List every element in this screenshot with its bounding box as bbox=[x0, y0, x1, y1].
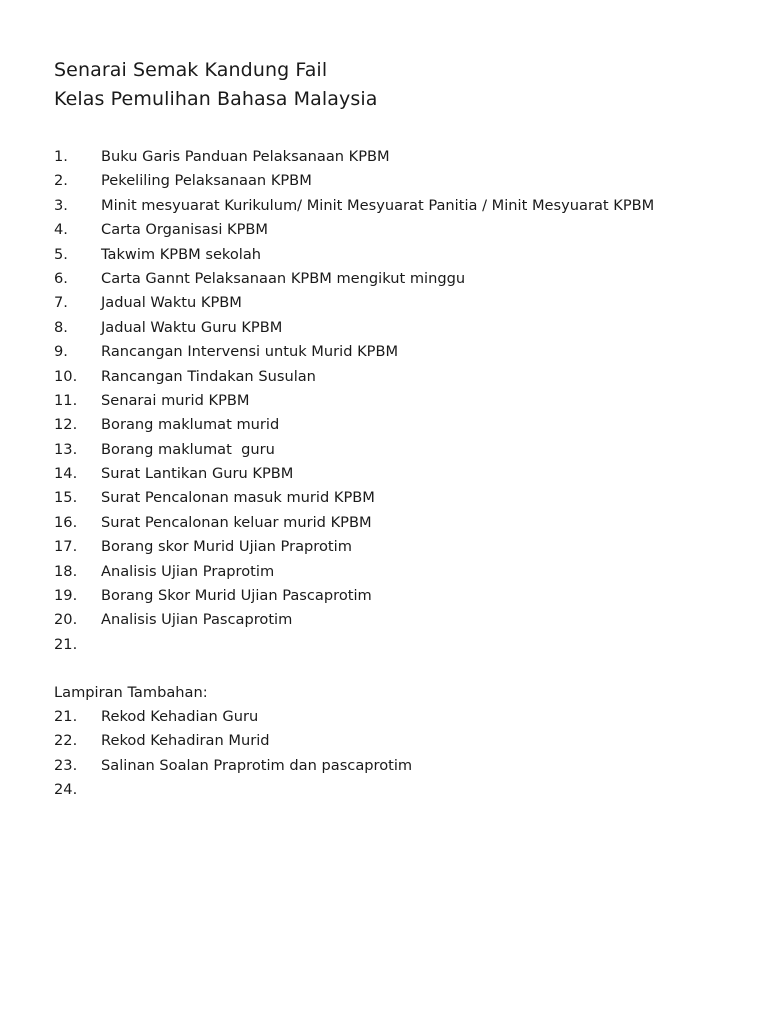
list-item bbox=[54, 535, 654, 559]
list-item bbox=[54, 316, 654, 340]
list-item bbox=[54, 608, 654, 632]
item-text: Surat Pencalonan masuk murid KPBM bbox=[101, 489, 375, 507]
list-item bbox=[54, 169, 654, 193]
item-number: 5. bbox=[54, 245, 68, 263]
item-text: Borang skor Murid Ujian Praprotim bbox=[101, 538, 352, 556]
list-item bbox=[54, 705, 412, 729]
list-item bbox=[54, 218, 654, 242]
item-text: Analisis Ujian Pascaprotim bbox=[101, 611, 293, 629]
appendix-heading: Lampiran Tambahan: bbox=[54, 684, 208, 701]
list-item bbox=[54, 365, 654, 389]
item-text: Carta Organisasi KPBM bbox=[101, 221, 268, 239]
list-item bbox=[54, 413, 654, 437]
list-item bbox=[54, 340, 654, 364]
item-number: 4. bbox=[54, 221, 68, 239]
list-item bbox=[54, 778, 412, 802]
document-subtitle: Kelas Pemulihan Bahasa Malaysia bbox=[54, 88, 378, 110]
item-number: 21. bbox=[54, 635, 78, 653]
item-text: Borang maklumat murid bbox=[101, 416, 280, 434]
item-number: 11. bbox=[54, 391, 78, 409]
item-text: Pekeliling Pelaksanaan KPBM bbox=[101, 172, 312, 190]
item-number: 17. bbox=[54, 538, 78, 556]
list-item bbox=[54, 462, 654, 486]
item-text: Rancangan Intervensi untuk Murid KPBM bbox=[101, 343, 399, 361]
checklist bbox=[54, 145, 654, 657]
item-text: Borang Skor Murid Ujian Pascaprotim bbox=[101, 587, 372, 605]
item-text: Borang maklumat guru bbox=[101, 440, 275, 458]
item-text: Jadual Waktu Guru KPBM bbox=[101, 318, 283, 336]
item-text: Jadual Waktu KPBM bbox=[101, 294, 242, 312]
item-text: Surat Lantikan Guru KPBM bbox=[101, 465, 294, 483]
item-number: 24. bbox=[54, 781, 78, 799]
list-item bbox=[54, 243, 654, 267]
item-text: Takwim KPBM sekolah bbox=[101, 245, 262, 263]
item-number: 1. bbox=[54, 148, 68, 165]
appendix-list bbox=[54, 705, 412, 803]
item-number: 20. bbox=[54, 611, 78, 629]
item-text: Carta Gannt Pelaksanaan KPBM mengikut minggu bbox=[101, 269, 466, 287]
item-text: Surat Pencalonan keluar murid KPBM bbox=[101, 513, 372, 531]
item-number: 2. bbox=[54, 172, 68, 190]
item-text: Rekod Kehadiran Murid bbox=[101, 732, 270, 750]
item-number: 16. bbox=[54, 513, 78, 531]
list-item bbox=[54, 729, 412, 753]
item-number: 23. bbox=[54, 756, 78, 774]
list-item bbox=[54, 267, 654, 291]
item-number: 6. bbox=[54, 269, 68, 287]
item-number: 9. bbox=[54, 343, 68, 361]
item-number: 19. bbox=[54, 587, 78, 605]
item-number: 3. bbox=[54, 196, 68, 214]
item-number: 10. bbox=[54, 367, 78, 385]
list-item bbox=[54, 511, 654, 535]
item-text: Senarai murid KPBM bbox=[101, 391, 250, 409]
list-item bbox=[54, 584, 654, 608]
item-number: 21. bbox=[54, 708, 78, 725]
list-item bbox=[54, 145, 654, 169]
list-item bbox=[54, 438, 654, 462]
list-item bbox=[54, 389, 654, 413]
item-text: Minit mesyuarat Kurikulum/ Minit Mesyuarat Panitia / Minit Mesyuarat KPBM bbox=[101, 196, 655, 214]
item-number: 22. bbox=[54, 732, 78, 750]
item-number: 15. bbox=[54, 489, 78, 507]
item-text: Analisis Ujian Praprotim bbox=[101, 562, 275, 580]
item-text: Buku Garis Panduan Pelaksanaan KPBM bbox=[101, 148, 390, 165]
item-text: Rekod Kehadian Guru bbox=[101, 708, 259, 725]
item-number: 18. bbox=[54, 562, 78, 580]
list-item bbox=[54, 194, 654, 218]
item-number: 8. bbox=[54, 318, 68, 336]
item-number: 13. bbox=[54, 440, 78, 458]
list-item bbox=[54, 291, 654, 315]
item-text: Salinan Soalan Praprotim dan pascaprotim bbox=[101, 756, 413, 774]
list-item bbox=[54, 486, 654, 510]
list-item bbox=[54, 633, 654, 657]
list-item bbox=[54, 754, 412, 778]
list-item bbox=[54, 560, 654, 584]
item-text: Rancangan Tindakan Susulan bbox=[101, 367, 316, 385]
document-title: Senarai Semak Kandung Fail bbox=[54, 59, 328, 81]
item-number: 12. bbox=[54, 416, 78, 434]
item-number: 14. bbox=[54, 465, 78, 483]
item-number: 7. bbox=[54, 294, 68, 312]
